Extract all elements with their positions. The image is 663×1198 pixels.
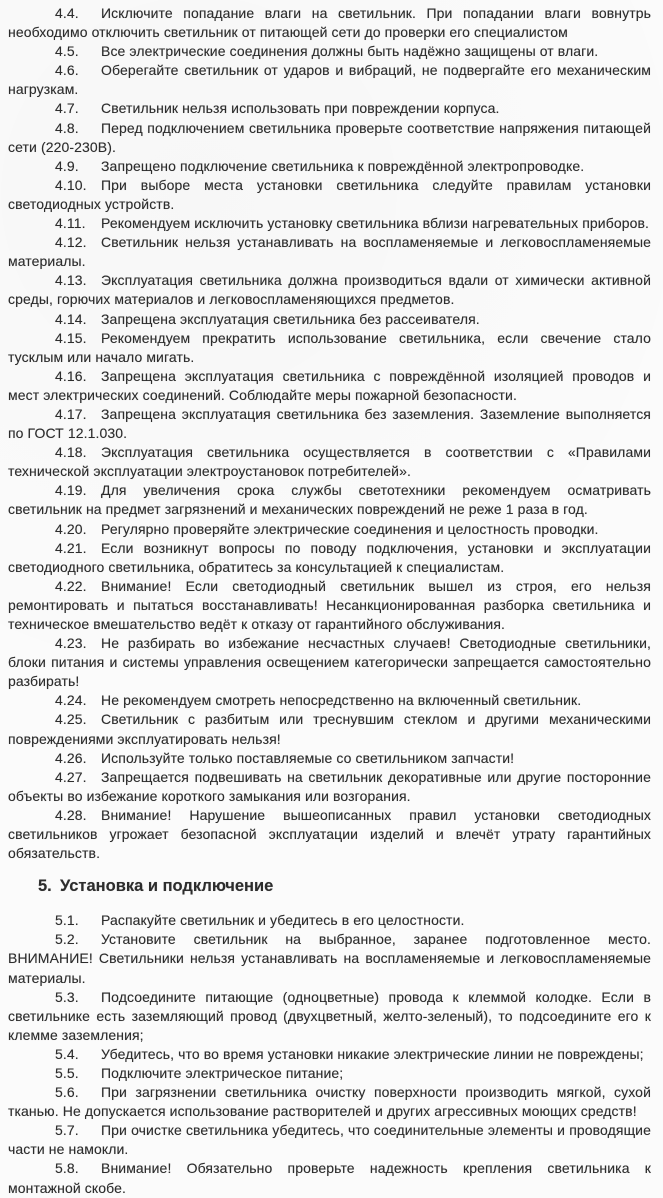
numbered-paragraph xyxy=(8,1121,651,1159)
paragraph-text: Внимание! Нарушение вышеописанных правил установки светодиодных светильников угрожает безопасной эксплуатации изделий и влечёт утрату гарантийных обязательств. xyxy=(8,806,651,862)
paragraph-text: Запрещена эксплуатация светильника без рассеивателя. xyxy=(101,310,480,327)
paragraph-text: Не разбирать во избежание несчастных случаев! Светодиодные светильники, блоки питания и системы управления освещением категорически запрещается самостоятельно разбирать! xyxy=(8,635,651,690)
paragraph-number: 5.4. xyxy=(55,1045,79,1062)
paragraph-text: Регулярно проверяйте электрические соединения и целостность проводки. xyxy=(101,520,599,537)
paragraph-number: 4.13. xyxy=(55,272,87,289)
numbered-paragraph xyxy=(8,988,651,1045)
paragraph-number: 4.16. xyxy=(55,367,87,384)
numbered-paragraph xyxy=(8,214,651,233)
section-heading-installation xyxy=(8,876,651,896)
paragraph-number: 4.12. xyxy=(55,234,87,251)
paragraph-text: Светильник нельзя использовать при повреждении корпуса. xyxy=(101,100,500,117)
paragraph-number: 4.25. xyxy=(55,711,87,728)
numbered-paragraph xyxy=(8,768,651,806)
paragraph-text: Установите светильник на выбранное, заранее подготовленное место. ВНИМАНИЕ! Светильники нельзя устанавливать на воспламеняемые и легковоспламеняемые материалы. xyxy=(8,931,651,986)
paragraph-text: Запрещена эксплуатация светильника с повреждённой изоляцией проводов и мест электрических соединений. Соблюдайте меры пожарной безопасности. xyxy=(8,367,651,403)
numbered-paragraph xyxy=(8,691,651,710)
paragraph-number: 5.3. xyxy=(55,988,79,1005)
numbered-paragraph xyxy=(8,61,651,99)
paragraph-text: Внимание! Если светодиодный светильник вышел из строя, его нельзя ремонтировать и пытаться восстанавливать! Несанкционированная разборка светильника и техническое вмешательство ведёт к отказу от гарантийного обслуживания. xyxy=(8,577,651,632)
paragraph-number: 5.6. xyxy=(55,1084,79,1101)
numbered-paragraph xyxy=(8,405,651,443)
paragraph-text: Запрещено подключение светильника к повреждённой электропроводке. xyxy=(101,157,585,174)
section-heading-title: Установка и подключение xyxy=(60,877,274,896)
numbered-paragraph xyxy=(8,1064,651,1083)
paragraph-number: 4.26. xyxy=(55,749,87,766)
numbered-paragraph xyxy=(8,367,651,405)
paragraph-number: 4.15. xyxy=(55,329,87,346)
paragraph-number: 4.14. xyxy=(55,310,87,327)
numbered-paragraph xyxy=(8,806,651,863)
numbered-paragraph xyxy=(8,481,651,519)
numbered-paragraph xyxy=(8,42,651,61)
paragraph-number: 4.17. xyxy=(55,405,87,422)
paragraph-text: Светильник с разбитым или треснувшим стеклом и другими механическими повреждениями эксплуатировать нельзя! xyxy=(8,711,651,747)
paragraph-text: Подсоедините питающие (одноцветные) провода к клеммой колодке. Если в светильнике есть заземляющий провод (двухцветный, желто-зеленый), то подсоедините его к клемме заземления; xyxy=(8,988,651,1043)
paragraph-text: Внимание! Обязательно проверьте надежность крепления светильника к монтажной скобе. xyxy=(8,1160,651,1196)
paragraph-text: Распакуйте светильник и убедитесь в его целостности. xyxy=(101,912,465,929)
paragraph-number: 5.2. xyxy=(55,931,79,948)
paragraph-number: 4.24. xyxy=(55,692,87,709)
paragraph-text: Перед подключением светильника проверьте соответствие напряжения питающей сети (220-230В). xyxy=(8,119,651,155)
paragraph-number: 5.1. xyxy=(55,912,79,929)
numbered-paragraph xyxy=(8,157,651,176)
paragraph-text: Для увеличения срока службы светотехники рекомендуем осматривать светильник на предмет загрязнений и механических повреждений не реже 1 раза в год. xyxy=(8,482,651,518)
numbered-paragraph xyxy=(8,329,651,367)
numbered-paragraph xyxy=(8,443,651,481)
paragraph-number: 5.7. xyxy=(55,1122,79,1139)
paragraph-text: Исключите попадание влаги на светильник. При попадании влаги вовнутрь необходимо отключить светильник от питающей сети до проверки его специалистом xyxy=(8,5,651,41)
paragraph-number: 4.9. xyxy=(55,157,79,174)
paragraph-number: 4.20. xyxy=(55,520,87,537)
section-heading-number: 5. xyxy=(38,877,52,896)
paragraph-text: При выборе места установки светильника следуйте правилам установки светодиодных устройств. xyxy=(8,176,651,212)
paragraph-text: Рекомендуем исключить установку светильника вблизи нагревательных приборов. xyxy=(101,215,650,232)
numbered-paragraph xyxy=(8,710,651,748)
paragraph-number: 4.18. xyxy=(55,444,87,461)
safety-rules-list xyxy=(8,4,651,863)
paragraph-text: Оберегайте светильник от ударов и вибраций, не подвергайте его механическим нагрузкам. xyxy=(8,62,651,98)
numbered-paragraph xyxy=(8,1045,651,1064)
paragraph-text: При очистке светильника убедитесь, что соединительные элементы и проводящие части не намокли. xyxy=(8,1122,651,1158)
paragraph-number: 4.4. xyxy=(55,5,79,21)
numbered-paragraph xyxy=(8,1083,651,1121)
paragraph-number: 4.27. xyxy=(55,768,87,785)
paragraph-text: Запрещается подвешивать на светильник декоративные или другие посторонние объекты во избежание короткого замыкания или возгорания. xyxy=(8,768,651,804)
paragraph-number: 4.7. xyxy=(55,100,79,117)
paragraph-number: 4.5. xyxy=(55,43,79,60)
paragraph-number: 4.10. xyxy=(55,176,87,193)
paragraph-text: При загрязнении светильника очистку поверхности производить мягкой, сухой тканью. Не допускается использование растворителей и других агрессивных моющих средств! xyxy=(8,1084,651,1120)
paragraph-text: Рекомендуем прекратить использование светильника, если свечение стало тусклым или начало мигать. xyxy=(8,329,651,365)
paragraph-text: Не рекомендуем смотреть непосредственно на включенный светильник. xyxy=(101,692,582,709)
paragraph-text: Запрещена эксплуатация светильника без заземления. Заземление выполняется по ГОСТ 12.1.030. xyxy=(8,405,651,442)
paragraph-text: Все электрические соединения должны быть надёжно защищены от влаги. xyxy=(101,43,599,60)
numbered-paragraph xyxy=(8,119,651,157)
numbered-paragraph xyxy=(8,1159,651,1197)
numbered-paragraph xyxy=(8,539,651,577)
paragraph-number: 4.6. xyxy=(55,62,79,79)
installation-steps-list xyxy=(8,911,651,1197)
numbered-paragraph xyxy=(8,911,651,930)
paragraph-text: Используйте только поставляемые со светильником запчасти! xyxy=(101,749,515,766)
numbered-paragraph xyxy=(8,310,651,329)
numbered-paragraph xyxy=(8,749,651,768)
numbered-paragraph xyxy=(8,233,651,271)
numbered-paragraph xyxy=(8,930,651,987)
numbered-paragraph xyxy=(8,577,651,634)
paragraph-text: Эксплуатация светильника должна производиться вдали от химически активной среды, горючих материалов и легковоспламеняющихся предметов. xyxy=(8,272,651,308)
paragraph-text: Если возникнут вопросы по поводу подключения, установки и эксплуатации светодиодного светильника, обратитесь за консультацией к специалистам. xyxy=(8,539,651,575)
numbered-paragraph xyxy=(8,271,651,309)
numbered-paragraph xyxy=(8,634,651,691)
paragraph-number: 4.23. xyxy=(55,635,87,652)
paragraph-text: Светильник нельзя устанавливать на воспламеняемые и легковоспламеняемые материалы. xyxy=(8,234,651,270)
paragraph-number: 4.8. xyxy=(55,119,79,136)
numbered-paragraph xyxy=(8,4,651,42)
numbered-paragraph xyxy=(8,176,651,214)
paragraph-number: 4.28. xyxy=(55,806,87,823)
paragraph-number: 5.5. xyxy=(55,1064,79,1081)
paragraph-number: 4.21. xyxy=(55,539,87,556)
paragraph-text: Эксплуатация светильника осуществляется в соответствии с «Правилами технической эксплуатации электроустановок потребителей». xyxy=(8,444,651,480)
paragraph-number: 5.8. xyxy=(55,1160,79,1177)
paragraph-text: Убедитесь, что во время установки никакие электрические линии не повреждены; xyxy=(101,1045,644,1062)
paragraph-number: 4.11. xyxy=(55,215,86,232)
paragraph-text: Подключите электрическое питание; xyxy=(101,1064,344,1081)
numbered-paragraph xyxy=(8,99,651,118)
paragraph-number: 4.19. xyxy=(55,482,87,499)
paragraph-number: 4.22. xyxy=(55,577,87,594)
numbered-paragraph xyxy=(8,520,651,539)
